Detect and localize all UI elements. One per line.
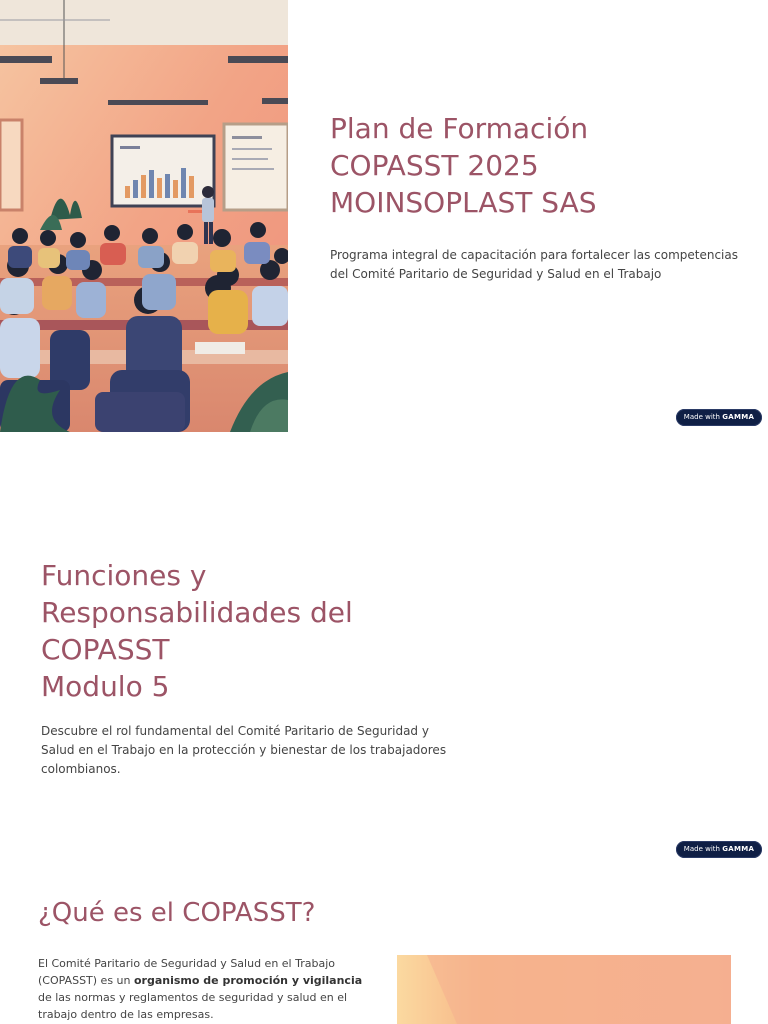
description-bold-text: organismo de promoción y vigilancia [134, 974, 363, 987]
module-title: Funciones y Responsabilidades del COPASST Modulo 5 [41, 559, 353, 703]
badge-prefix: Made with [683, 845, 720, 853]
badge-prefix: Made with [683, 413, 720, 421]
gamma-logo: GAMMA [722, 845, 755, 853]
section-title: ¿Qué es el COPASST? [38, 898, 316, 928]
gamma-logo: GAMMA [722, 413, 755, 421]
cover-description: Programa integral de capacitación para fortalecer las competencias del Comité Paritario de Seguridad y Salud en el Trabajo [330, 248, 738, 281]
slide-cover [0, 0, 768, 432]
made-with-gamma-badge[interactable] [676, 841, 762, 858]
section-description [38, 955, 378, 1023]
description-text: El Comité Paritario de Seguridad y Salud en el Trabajo (COPASST) es un [38, 957, 335, 987]
slide-que-es-copasst [0, 864, 768, 1024]
description-text-end: de las normas y reglamentos de seguridad y salud en el trabajo dentro de las empresas. [38, 991, 348, 1021]
section-illustration [397, 955, 731, 1024]
cover-title: Plan de Formación COPASST 2025 MOINSOPLAST SAS [330, 112, 597, 219]
slide-module-5 [0, 432, 768, 864]
training-classroom-illustration [0, 0, 288, 432]
module-description: Descubre el rol fundamental del Comité Paritario de Seguridad y Salud en el Trabajo en la protección y bienestar de los trabajadores colombianos. [41, 724, 447, 776]
made-with-gamma-badge[interactable] [676, 409, 762, 426]
